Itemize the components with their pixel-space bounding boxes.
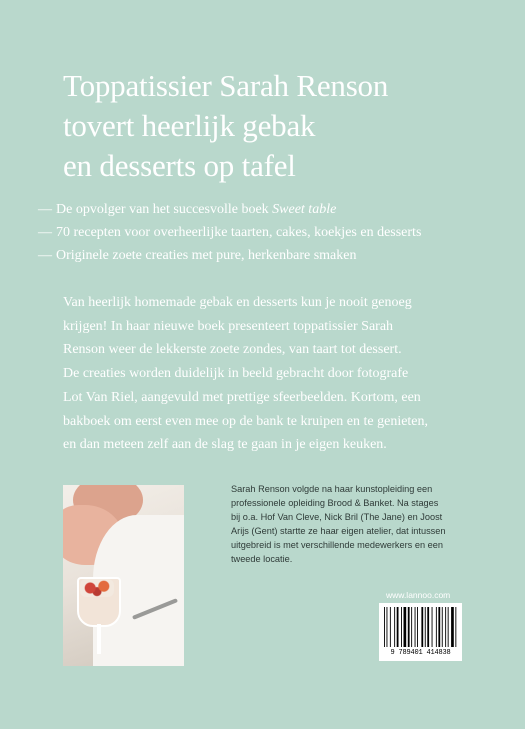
- barcode-bar: [427, 607, 429, 647]
- barcode-bar: [411, 607, 412, 647]
- author-bio: Sarah Renson volgde na haar kunstopleiding een professionele opleiding Brood & Banket. Na stages bij o.a. Hof Van Cleve, Nick Bril (The Jane) en Joost Arijs (Gent) startte ze haar eigen atelier, dat intussen uitgebreid is met verschillende medewerkers en een tweede locatie.: [231, 484, 446, 565]
- barcode-bar: [404, 607, 407, 647]
- feature-list: [38, 198, 508, 267]
- isbn-number: 9 789401 414838: [390, 649, 451, 657]
- barcode-bar: [436, 607, 437, 647]
- headline-line: tovert heerlijk gebak: [63, 108, 316, 143]
- barcode-bar: [442, 607, 443, 647]
- barcode-bar: [445, 607, 446, 647]
- dash-icon: —: [38, 202, 52, 217]
- barcode-bar: [417, 607, 418, 647]
- barcode-bar: [438, 607, 440, 647]
- headline-line: Toppatissier Sarah Renson: [63, 68, 389, 103]
- headline: [63, 66, 503, 186]
- book-title: Sweet table: [272, 202, 337, 217]
- feature-item: — De opvolger van het succesvolle boek Sweet table: [38, 202, 337, 217]
- barcode-bar: [425, 607, 426, 647]
- barcode-bar: [408, 607, 410, 647]
- barcode-bar: [384, 607, 385, 647]
- barcode-bar: [448, 607, 449, 647]
- barcode-bar: [455, 607, 456, 647]
- barcode-bar: [415, 607, 416, 647]
- barcode-bar: [387, 607, 388, 647]
- barcode-bar: [432, 607, 433, 647]
- barcode-bar: [451, 607, 454, 647]
- publisher-url: www.lannoo.com: [386, 590, 451, 600]
- isbn-barcode: [379, 603, 462, 661]
- feature-item: — Originele zoete creaties met pure, herkenbare smaken: [38, 248, 357, 263]
- barcode-bar: [421, 607, 423, 647]
- description-paragraph: Van heerlijk homemade gebak en desserts kun je nooit genoeg krijgen! In haar nieuwe boek presenteert toppatissier Sarah Renson weer de lekkerste zoete zondes, van taart tot dessert. De creaties worden duidelijk in beeld gebracht door fotografe Lot Van Riel, aangevuld met prettige sfeerbeelden. Kortom, een bakboek om eerst even mee op de bank te kruipen en te genieten, en dan meteen zelf aan de slag te gaan in je eigen keuken.: [63, 295, 429, 453]
- barcode-bar: [397, 607, 399, 647]
- feature-item: — 70 recepten voor overheerlijke taarten, cakes, koekjes en desserts: [38, 225, 422, 240]
- barcode-bars: [384, 607, 457, 647]
- dash-icon: —: [38, 225, 52, 240]
- barcode-bar: [390, 607, 391, 647]
- dash-icon: —: [38, 248, 52, 263]
- barcode-bar: [401, 607, 402, 647]
- barcode-bar: [394, 607, 395, 647]
- author-photo: [63, 485, 184, 666]
- headline-line: en desserts op tafel: [63, 148, 296, 183]
